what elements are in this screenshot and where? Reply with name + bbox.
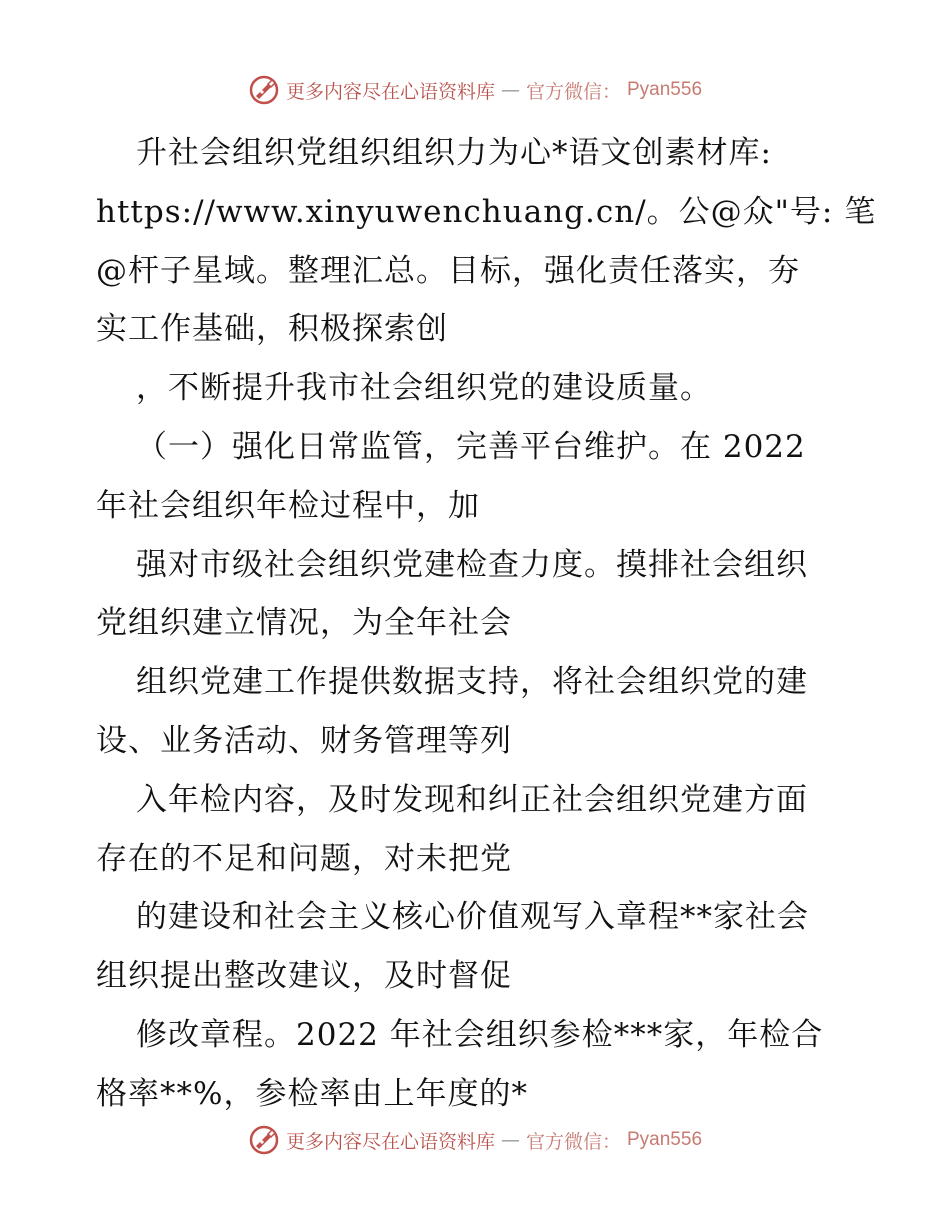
text-line: 组织提出整改建议，及时督促	[96, 958, 512, 995]
text-line: 格率**%，参检率由上年度的*	[96, 1075, 528, 1112]
text-line: 升社会组织党组织组织力为心*语文创素材库:	[136, 135, 772, 171]
text-line: 强对市级社会组织党建检查力度。摸排社会组织	[136, 546, 808, 583]
text-line: 修改章程。2022 年社会组织参检***家，年检合	[136, 1016, 824, 1053]
text-line: 设、业务活动、财务管理等列	[96, 722, 512, 759]
text-line: ，不断提升我市社会组织党的建设质量。	[136, 370, 712, 407]
footer-banner	[0, 1124, 950, 1156]
banner-wechat-label: 官方微信：	[525, 80, 621, 103]
text-line: 入年检内容，及时发现和纠正社会组织党建方面	[136, 781, 808, 818]
text-line: 党组织建立情况，为全年社会	[96, 605, 512, 642]
pen-logo-icon	[248, 1124, 280, 1156]
text-line: 实工作基础，积极探索创	[96, 311, 448, 348]
banner-wechat-id: Pyan556	[627, 79, 703, 100]
header-banner	[0, 74, 950, 106]
text-line: https://www.xinyuwenchuang.cn/。公@众"号: 笔	[96, 193, 877, 230]
banner-wechat-id: Pyan556	[627, 1129, 703, 1150]
banner-separator: —	[500, 79, 520, 101]
text-line: 的建设和社会主义核心价值观写入章程**家社会	[136, 899, 809, 936]
text-line: 存在的不足和问题，对未把党	[96, 840, 512, 877]
banner-wechat-label: 官方微信：	[525, 1130, 621, 1153]
pen-logo-icon	[248, 74, 280, 106]
text-line: 组织党建工作提供数据支持，将社会组织党的建	[136, 664, 808, 701]
banner-text: 更多内容尽在心语资料库	[285, 80, 495, 103]
banner-text: 更多内容尽在心语资料库	[285, 1130, 495, 1153]
text-line: （一）强化日常监管，完善平台维护。在 2022	[136, 428, 806, 465]
text-line: 年社会组织年检过程中，加	[96, 487, 480, 524]
banner-separator: —	[500, 1129, 520, 1151]
text-line: @杆子星域。整理汇总。目标，强化责任落实，夯	[96, 252, 800, 289]
document-body	[96, 124, 877, 1124]
